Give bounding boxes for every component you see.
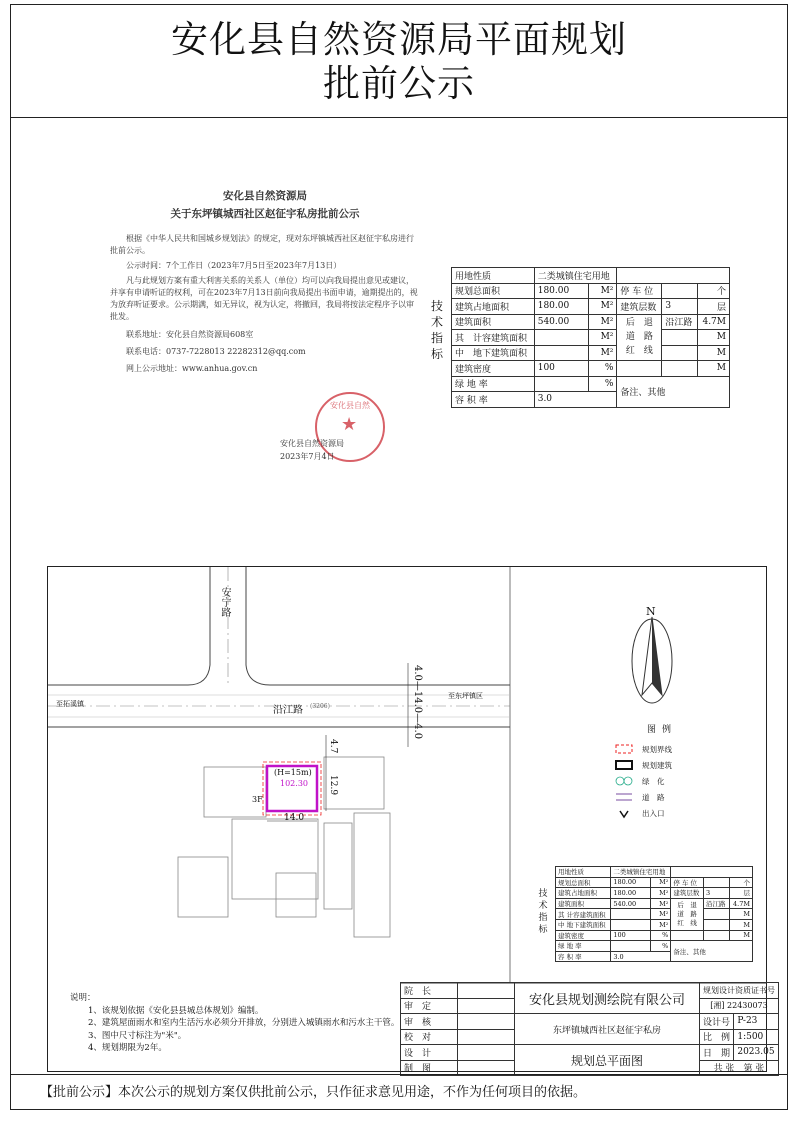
- legend-spacer: [612, 793, 634, 802]
- company-name: 安化县规划测绘院有限公司: [515, 983, 700, 1014]
- cell: [617, 361, 662, 377]
- cell: 二类城镇住宅用地: [534, 268, 617, 284]
- cell: M²: [589, 299, 617, 315]
- legend-title: 图例: [646, 725, 677, 735]
- neighbor-building: [232, 819, 318, 899]
- road-north-label: 安宁路: [219, 587, 230, 617]
- notice-para-2: 公示时间：7个工作日（2023年7月5日至2023年7月13日）: [126, 261, 342, 270]
- cell: M: [729, 909, 752, 920]
- cell: 540.00: [534, 314, 589, 330]
- legend-label: 道 路: [642, 792, 665, 802]
- cell: %: [589, 376, 617, 392]
- cell: 建筑面积: [556, 898, 611, 909]
- cell: M: [698, 330, 730, 346]
- legend-spacer: [612, 809, 634, 818]
- cell: 3: [662, 299, 698, 315]
- cell: 绿 地 率: [556, 941, 611, 952]
- cell: [662, 345, 698, 361]
- cell: 建筑占地面积: [452, 299, 535, 315]
- notice-org: 安化县自然资源局: [223, 190, 307, 202]
- notice-document: [110, 160, 420, 500]
- road-note-label: (3206): [310, 703, 330, 710]
- footer-disclaimer: 【批前公示】本次公示的规划方案仅供批前公示，只作征求意见用途，不作为任何项目的依据。: [10, 1074, 788, 1110]
- legend-item: [612, 773, 712, 789]
- cell: M: [698, 361, 730, 377]
- cell: [534, 376, 589, 392]
- cell: [534, 330, 589, 346]
- cell: 100: [611, 930, 651, 941]
- cell: [458, 1045, 515, 1061]
- notice-para-3: 凡与此规划方案有重大利害关系的关系人（单位）均可以向我局提出意见或建议，并享有申请听证的权利，可在2023年7月13日前向我局提出书面申请，逾期提出的，视为放弃听证要求。公示期满，如无异议，视为认定，将撤回，我局将按法定程序予以审批发。: [110, 276, 418, 321]
- cell-label: 地下建筑面积: [473, 349, 528, 360]
- note-item: 4、规划期限为2年。: [88, 1043, 167, 1053]
- cell: 二类城镇住宅用地: [611, 867, 671, 878]
- tech-side-label-small: 技术指标: [538, 889, 548, 935]
- cell: 备注、其他: [617, 376, 730, 407]
- cell-label: 计容建筑面积: [566, 910, 606, 919]
- scale: 1:500: [734, 1029, 779, 1045]
- plan-notes: [70, 992, 400, 1055]
- cell: [452, 330, 535, 346]
- cell: M²: [650, 919, 670, 930]
- cell: [704, 930, 730, 941]
- neighbor-building: [276, 873, 316, 917]
- cell: 建筑层数: [617, 299, 662, 315]
- cell-label: 计容建筑面积: [473, 333, 528, 344]
- cell: 用地性质: [452, 268, 535, 284]
- cell: 备注、其他: [671, 941, 753, 962]
- cell: M²: [650, 877, 670, 888]
- date: 2023.05: [734, 1045, 779, 1061]
- page-subtitle: 批前公示: [323, 62, 475, 105]
- cell: [662, 330, 698, 346]
- title-block: [400, 982, 779, 1076]
- cell: 个: [729, 877, 752, 888]
- cell: M: [698, 345, 730, 361]
- cell: %: [650, 930, 670, 941]
- cell: [611, 941, 651, 952]
- cell: 沿江路: [704, 898, 730, 909]
- north-label: N: [646, 605, 656, 618]
- cell: 180.00: [611, 877, 651, 888]
- building-height-label: (H=15m): [274, 768, 312, 777]
- seal-star-icon: ★: [341, 414, 358, 435]
- cell: 停 车 位: [617, 283, 662, 299]
- building-floors-label: 3F: [252, 795, 263, 804]
- cell: 建筑占地面积: [556, 888, 611, 899]
- cell: 3.0: [534, 392, 617, 408]
- notice-website: 网上公示地址：www.anhua.gov.cn: [126, 364, 258, 373]
- cell: [556, 909, 611, 920]
- neighbor-building: [324, 823, 352, 909]
- notes-title: 说明：: [70, 993, 96, 1003]
- cell: 用地性质: [556, 867, 611, 878]
- road-edge-north: [48, 567, 510, 685]
- cell: 容 积 率: [452, 392, 535, 408]
- role-label: 院 长: [401, 983, 458, 999]
- cell: 建筑面积: [452, 314, 535, 330]
- cell: 建筑层数: [671, 888, 704, 899]
- road-name-label: 沿江路: [273, 705, 303, 716]
- cell-prefix: 其: [558, 910, 565, 919]
- cell: [458, 1029, 515, 1045]
- note-item: 1、该规划依据《安化县县城总体规划》编制。: [88, 1005, 264, 1016]
- cell: 建筑密度: [452, 361, 535, 377]
- legend: [612, 722, 712, 821]
- cell: 180.00: [534, 299, 589, 315]
- cell: [556, 919, 611, 930]
- cell: 4.7M: [729, 898, 752, 909]
- dim-setback-label: 4.7: [328, 739, 338, 754]
- scale-label: 比 例: [700, 1029, 734, 1045]
- legend-spacer: [612, 761, 634, 770]
- cell: [704, 919, 730, 930]
- legend-item: [612, 741, 712, 757]
- cell: M²: [589, 345, 617, 361]
- cell: 规划总面积: [452, 283, 535, 299]
- cell: 540.00: [611, 898, 651, 909]
- cell: M²: [650, 898, 670, 909]
- cell: %: [589, 361, 617, 377]
- sign-org: 安化县自然资源局: [280, 439, 344, 448]
- cell: [452, 345, 535, 361]
- notice-para-1: 根据《中华人民共和国城乡规划法》的规定，现对东坪镇城西社区赵征宇私房进行批前公示。: [110, 234, 414, 255]
- cell: [671, 867, 753, 878]
- cell: [611, 919, 651, 930]
- cell: 建筑密度: [556, 930, 611, 941]
- cell: M: [729, 919, 752, 930]
- tech-table: [451, 267, 730, 408]
- legend-label: 规划界线: [642, 744, 672, 754]
- cell: [534, 345, 589, 361]
- date-label: 日 期: [700, 1045, 734, 1061]
- role-label: 设 计: [401, 1045, 458, 1061]
- legend-item: [612, 805, 712, 821]
- cell: M²: [589, 330, 617, 346]
- legend-label: 绿 化: [642, 776, 665, 786]
- page-title: 安化县自然资源局平面规划: [171, 18, 627, 61]
- dim-width-label: 14.0: [284, 813, 305, 823]
- notice-phone: 联系电话：0737-7228013 2228231​2@qq.com: [126, 347, 306, 356]
- tech-table-small: [555, 866, 753, 962]
- cell: 180.00: [534, 283, 589, 299]
- cell-prefix: 中: [558, 921, 565, 930]
- legend-item: [612, 757, 712, 773]
- cell: 4.7M: [698, 314, 730, 330]
- design-no-label: 设计号: [700, 1014, 734, 1030]
- cell: M²: [650, 888, 670, 899]
- cell: [458, 998, 515, 1014]
- notice-subject: 关于东坪镇城西社区赵征宇私房批前公示: [170, 208, 360, 220]
- cell: M²: [589, 314, 617, 330]
- cell: 后 退 道 路 红 线: [671, 898, 704, 930]
- left-direction-label: 至拓溪镇: [56, 700, 84, 708]
- legend-spacer: [612, 777, 634, 786]
- neighbor-building: [204, 767, 266, 817]
- cell: 沿江路: [662, 314, 698, 330]
- cell: [611, 909, 651, 920]
- cell: 100: [534, 361, 589, 377]
- cell: M²: [589, 283, 617, 299]
- cell: 后 退 道 路 红 线: [617, 314, 662, 361]
- cell: [704, 877, 730, 888]
- neighbor-building: [354, 813, 390, 937]
- seal-text: 安化县自然: [330, 401, 370, 410]
- cell: M²: [650, 909, 670, 920]
- building-area-label: 102.30: [280, 779, 308, 788]
- note-item: 2、建筑屋面雨水和室内生活污水必须分开排放，分别进入城镇雨水和污水主干管。: [88, 1018, 400, 1028]
- design-no: P-23: [734, 1014, 779, 1030]
- cell-prefix: 中: [455, 349, 465, 360]
- cell: 层: [698, 299, 730, 315]
- cell: 个: [698, 283, 730, 299]
- cell: 停 车 位: [671, 877, 704, 888]
- project-name: 东坪镇城西社区赵征宇私房: [515, 1014, 700, 1045]
- cell: 规划总面积: [556, 877, 611, 888]
- legend-spacer: [612, 745, 634, 754]
- legend-item: [612, 789, 712, 805]
- dim-depth-label: 12.9: [328, 775, 338, 796]
- role-label: 校 对: [401, 1029, 458, 1045]
- drawing-name: 规划总平面图: [515, 1045, 700, 1076]
- cell: [617, 268, 730, 284]
- role-label: 制 图: [401, 1060, 458, 1076]
- notice-address: 联系地址：安化县自然资源局608室: [126, 330, 254, 339]
- cell: [704, 909, 730, 920]
- cell: 3: [704, 888, 730, 899]
- notice-signature: [280, 437, 344, 463]
- cell: 绿 地 率: [452, 376, 535, 392]
- page-header: [10, 4, 788, 118]
- cell: 容 积 率: [556, 951, 611, 962]
- role-label: 审 核: [401, 1014, 458, 1030]
- note-item: 3、图中尺寸标注为"米"。: [88, 1030, 187, 1041]
- cell: [662, 283, 698, 299]
- cell-label: 地下建筑面积: [566, 921, 606, 930]
- cell: 层: [729, 888, 752, 899]
- sign-date: 2023年7月4日: [280, 452, 335, 461]
- neighbor-building: [178, 857, 228, 917]
- role-label: 审 定: [401, 998, 458, 1014]
- cell-prefix: 其: [455, 333, 465, 344]
- legend-label: 出入口: [642, 808, 665, 818]
- cell: [671, 930, 704, 941]
- cell: [662, 361, 698, 377]
- cell: 180.00: [611, 888, 651, 899]
- tech-side-label: 技术指标: [430, 299, 443, 361]
- cell: 3.0: [611, 951, 671, 962]
- cell: [458, 1014, 515, 1030]
- legend-label: 规划建筑: [642, 760, 672, 770]
- right-direction-label: 至东坪镇区: [448, 692, 483, 700]
- cell: M: [729, 930, 752, 941]
- sheet-label: 共 张 第 张: [700, 1060, 779, 1076]
- dim-top-label: 4.0—14.0—4.0: [412, 665, 423, 740]
- cell: [458, 983, 515, 999]
- cell: %: [650, 941, 670, 952]
- cert-label: 规划设计资质证书号: [700, 983, 779, 999]
- cert-number: [湘] 22430073: [700, 998, 779, 1014]
